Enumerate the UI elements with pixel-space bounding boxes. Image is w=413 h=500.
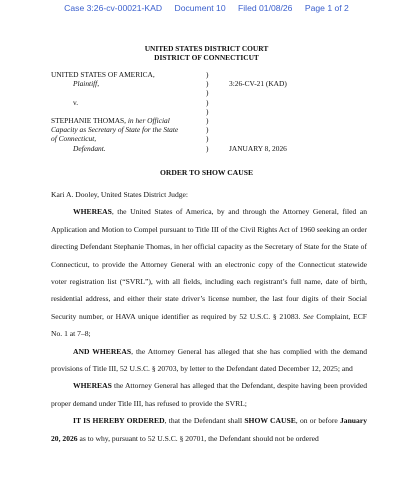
order-body <box>51 186 367 447</box>
ecf-header <box>0 3 413 13</box>
versus-label: v. <box>73 97 79 107</box>
ecf-document-number: Document 10 <box>174 3 226 13</box>
p1-lead: WHEREAS <box>73 207 112 217</box>
p1-cite: Complaint, ECF No. 1 at 7–8; <box>51 311 367 339</box>
paragraph-4 <box>51 412 367 447</box>
case-number: 3:26-CV-21 (KAD) <box>229 79 287 89</box>
ecf-page-count: Page 1 of 2 <box>304 3 349 13</box>
caption-parentheses: ) ) ) ) ) ) ) ) ) <box>206 70 209 153</box>
defendant-role: Defendant. <box>73 143 106 153</box>
defendant-name: STEPHANIE THOMAS, <box>51 116 127 126</box>
p3-text: the Attorney General has alleged that the Defendant, despite having been provided proper demand under Title III, has refused to provide the SVRL; <box>51 381 367 408</box>
p4-text-b: , on or before <box>295 416 340 426</box>
order-title: ORDER TO SHOW CAUSE <box>159 168 254 177</box>
p4-text-c: as to why, pursuant to 52 U.S.C. § 20701, the Defendant should not be ordered <box>77 433 319 443</box>
caption-parties <box>51 70 211 153</box>
defendant-desc-2: Capacity as Secretary of State for the State <box>51 125 179 135</box>
court-district: DISTRICT OF CONNECTICUT <box>154 53 259 62</box>
plaintiff-role: Plaintiff, <box>73 79 100 89</box>
plaintiff-name: UNITED STATES OF AMERICA, <box>51 70 155 79</box>
p1-text: , the United States of America, by and through the Attorney General, filed an Application and Motion to Compel pursuant to Title III of the Civil Rights Act of 1960 seeking an order directing Defendant Stephanie Thomas, in her official capacity as the Secretary of State for the State of Connecticut, to provide the Attorney General with an electronic copy of the Connecticut statewide voter registration list (“SVRL”), with all fields, including each registrant’s full name, date of birth, residential address, and either their state driver’s license number, the last four digits of their Social Security number, or HAVA unique identifier as required by 52 U.S.C. § 21083. <box>51 207 367 321</box>
defendant-line-1 <box>51 116 211 125</box>
paragraph-1 <box>51 203 367 342</box>
p3-lead: WHEREAS <box>73 381 112 391</box>
p4-lead: IT IS HEREBY ORDERED <box>73 416 165 426</box>
defendant-desc-3: of Connecticut, <box>51 134 97 144</box>
p2-text: , the Attorney General has alleged that she has complied with the demand provisions of Title III, 52 U.S.C. § 20703, by letter to the Defendant dated December 12, 2025; and <box>51 346 367 374</box>
paragraph-3 <box>51 377 367 412</box>
judge-line: Kari A. Dooley, United States District Judge: <box>51 190 189 199</box>
paragraph-2 <box>51 343 367 378</box>
court-heading <box>0 44 413 62</box>
ecf-case-number: Case 3:26-cv-00021-KAD <box>64 3 163 13</box>
order-date: JANUARY 8, 2026 <box>229 143 287 153</box>
p4-deadline: January 20, 2026 <box>51 416 367 443</box>
p4-show-cause: SHOW CAUSE <box>244 416 296 426</box>
court-name: UNITED STATES DISTRICT COURT <box>144 44 269 53</box>
p2-lead: AND WHEREAS <box>73 346 132 356</box>
p1-see: See <box>303 311 314 321</box>
p4-text-a: , that the Defendant shall <box>164 416 245 426</box>
ecf-filed-date: Filed 01/08/26 <box>238 3 293 13</box>
defendant-desc-1: in her Official <box>127 116 170 126</box>
caption-right <box>229 70 349 153</box>
